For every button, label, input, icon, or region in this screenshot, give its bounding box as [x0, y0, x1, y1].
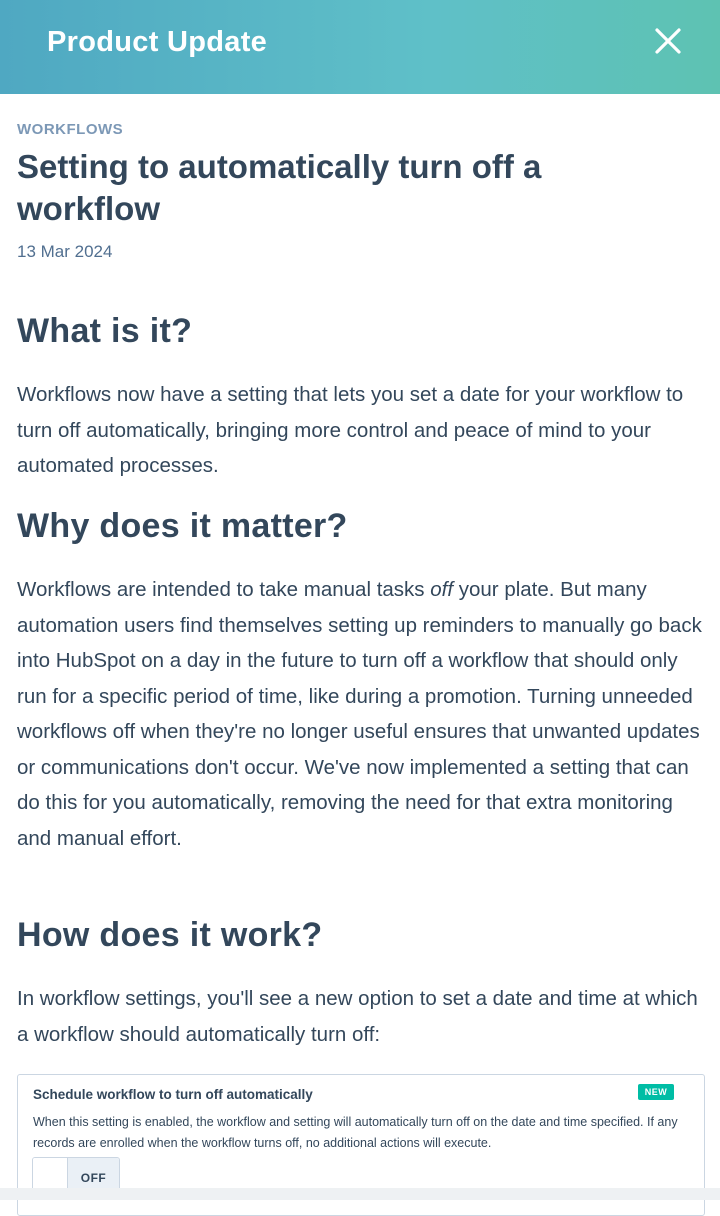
why-text-emphasis: off — [430, 578, 454, 601]
new-badge: NEW — [638, 1084, 674, 1100]
section-heading-why: Why does it matter? — [17, 507, 348, 545]
article-category: WORKFLOWS — [17, 121, 124, 138]
card-description: When this setting is enabled, the workflow and setting will automatically turn off on the date and time specified. If any records are enrolled when the workflow turns off, no additional actions will execute. — [33, 1115, 678, 1150]
why-text-end: your plate. But many automation users find themselves setting up reminders to manually go back into HubSpot on a day in the future to turn off a workflow that should only run for a specific period of time, like during a promotion. Turning unneeded workflows off when they're no longer useful ensures that unwanted updates or communications don't occur. We've now implemented a setting that can do this for you automatically, removing the need for that extra monitoring and manual effort. — [17, 578, 702, 850]
why-text-start: Workflows are intended to take manual tasks — [17, 578, 431, 601]
section-body-how: In workflow settings, you'll see a new option to set a date and time at which a workflow should automatically turn off: — [17, 987, 698, 1046]
bottom-bar — [0, 1188, 720, 1200]
modal-header — [0, 0, 720, 94]
card-title: Schedule workflow to turn off automatically — [33, 1087, 313, 1102]
article-date: 13 Mar 2024 — [17, 242, 113, 261]
toggle-label: OFF — [80, 1171, 107, 1185]
close-button[interactable] — [650, 24, 686, 60]
modal-title: Product Update — [47, 26, 268, 58]
close-icon — [650, 24, 686, 60]
section-heading-what: What is it? — [17, 312, 193, 350]
article-title: Setting to automatically turn off a workflow — [17, 148, 542, 227]
section-heading-how: How does it work? — [17, 916, 323, 954]
section-body-why — [17, 572, 707, 856]
section-body-what: Workflows now have a setting that lets you set a date for your workflow to turn off automatically, bringing more control and peace of mind to your automated processes. — [17, 383, 684, 477]
